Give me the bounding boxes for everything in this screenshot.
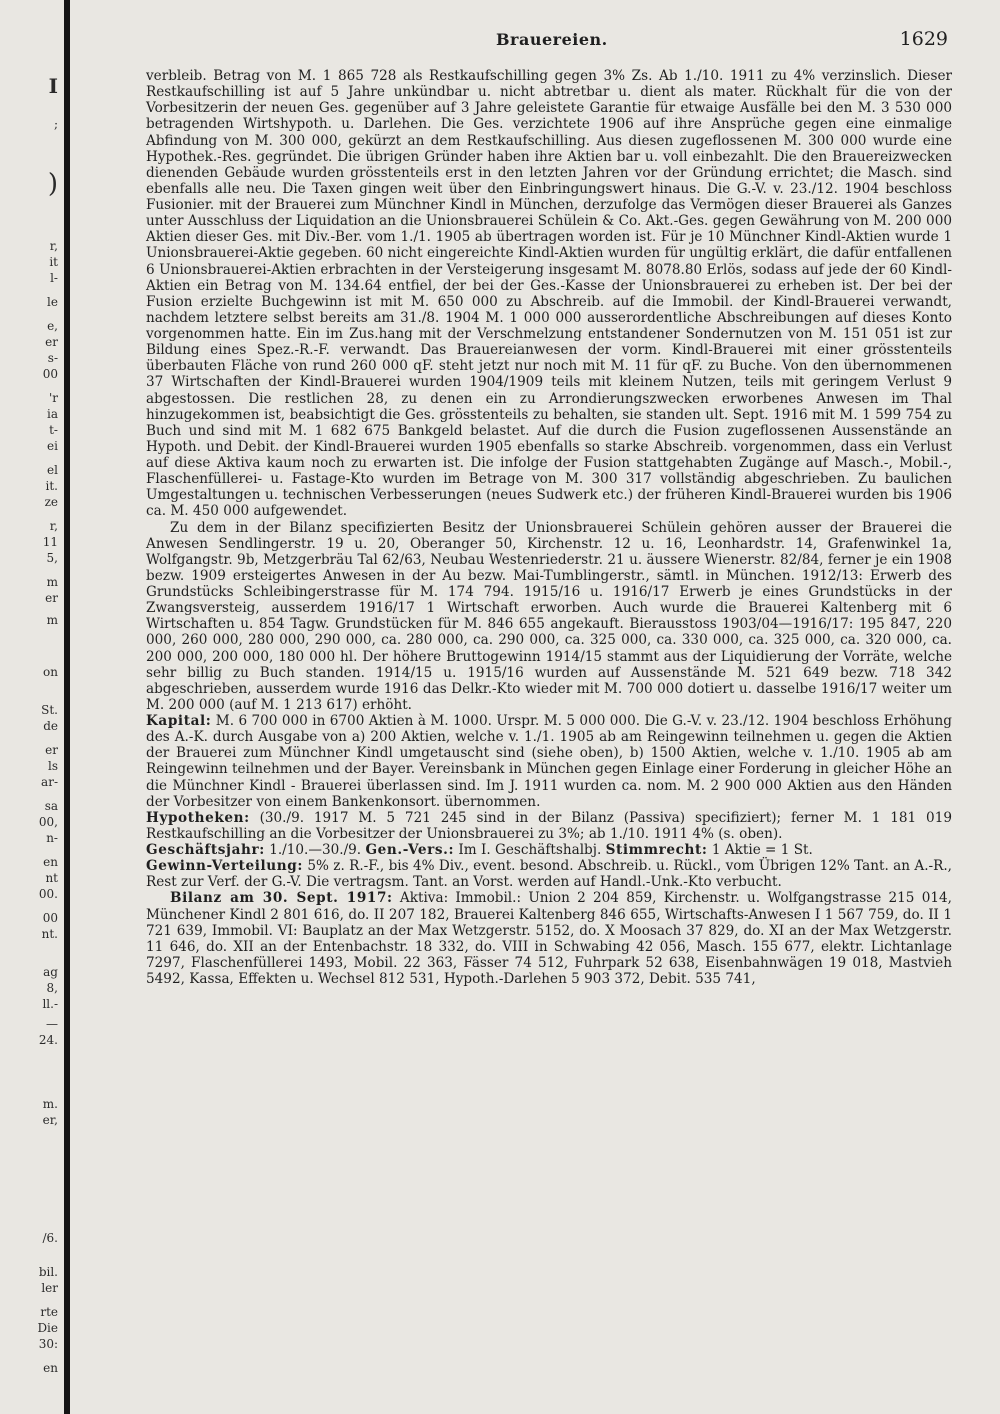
margin-fragment: en (43, 855, 58, 869)
section-text: 1 Aktie = 1 St. (711, 842, 813, 858)
margin-fragment: it (49, 255, 58, 269)
margin-fragment: el (47, 463, 58, 477)
section-mortgages (146, 810, 952, 842)
running-title: Brauereien. (496, 30, 608, 49)
margin-fragment: St. (41, 703, 58, 717)
margin-fragment: m (46, 613, 58, 627)
margin-fragment: er (45, 743, 58, 757)
margin-fragment: r, (49, 239, 58, 253)
margin-fragment: ag (43, 965, 58, 979)
section-text: 1./10.—30./9. (269, 842, 362, 858)
margin-fragment: 30: (38, 1337, 58, 1351)
margin-fragment: 5, (46, 551, 58, 565)
page-header (146, 28, 952, 68)
margin-fragment: 'r (48, 391, 58, 405)
margin-fragment: ia (47, 407, 58, 421)
margin-fragment: 00, (38, 815, 58, 829)
margin-fragment: er (45, 591, 58, 605)
section-label: Hypotheken: (146, 809, 250, 826)
column-rule (64, 0, 70, 1414)
margin-fragment: er (45, 335, 58, 349)
section-fiscal-year (146, 842, 952, 858)
adjacent-page-margin (0, 0, 62, 1414)
margin-fragment: nt (45, 871, 58, 885)
margin-fragment: 24. (38, 1033, 58, 1047)
section-text: (30./9. 1917 M. 5 721 245 sind in der Bilanz (Passiva) specifiziert); ferner M. 1 181 019 Restkaufschilling an die Vorbesitzer der Unionsbrauerei zu 3%; ab 1./10. 1911 4% (s. oben). (146, 809, 953, 842)
page-number: 1629 (899, 28, 948, 50)
section-balance-sheet (146, 890, 952, 987)
margin-fragment: en (43, 1361, 58, 1375)
margin-fragment: m. (42, 1097, 58, 1111)
section-text: M. 6 700 000 in 6700 Aktien à M. 1000. Urspr. M. 5 000 000. Die G.-V. v. 23./12. 1904 beschloss Erhöhung des A.-K. durch Ausgabe von a) 200 Aktien, welche v. 1./1. 1905 ab am Reingewinn teilnehmen u. gegen die Aktien der Brauerei zum Münchner Kindl umgetauscht sind (siehe oben), b) 1500 Aktien, welche v. 1./10. 1905 ab am Reingewinn teilnehmen und der Bayer. Vereinsbank in München gegen Einlage einer Forderung in gleicher Höhe an die Münchner Kindl - Brauerei überlassen sind. Im J. 1911 wurden ca. nom. M. 2 900 000 Aktien aus den Händen der Vorbesitzer von einem Bankenkonsort. übernommen. (146, 713, 952, 810)
margin-fragment: ler (41, 1281, 58, 1295)
margin-fragment: — (46, 1017, 58, 1031)
margin-fragment: e, (47, 319, 58, 333)
margin-fragment: it. (45, 479, 58, 493)
margin-fragment: t- (49, 423, 58, 437)
section-capital (146, 713, 952, 810)
margin-fragment: ze (44, 495, 58, 509)
margin-fragment: ls (48, 759, 58, 773)
section-label: Geschäftsjahr: (146, 842, 265, 858)
margin-fragment: s- (47, 351, 58, 365)
paragraph: Zu dem in der Bilanz specifizierten Besitz der Unionsbrauerei Schülein gehören ausser der Brauerei die Anwesen Sendlingerstr. 19 u. 20, Oberanger 50, Kirchenstr. 12 u. 16, Leonhardstr. 14, Grafenwinkel 1a, Wolfgangstr. 9b, Metzgerbräu Tal 62/63, Neubau Westenriederstr. 21 u. äussere Wienerstr. 82/84, ferner je ein 1908 bezw. 1909 ersteigertes Anwesen in der Au bezw. Mai-Tumblingerstr., sämtl. in München. 1912/13: Erwerb des Grundstücks Schleibingerstrasse für M. 174 794. 1915/16 u. 1916/17 Erwerb je eines Grundstücks in der Zwangsversteig, ausserdem 1916/17 1 Wirtschaft erworben. Auch wurde die Brauerei Kaltenberg mit 6 Wirtschaften u. 854 Tagw. Grundstücken für M. 846 655 angekauft. Bierausstoss 1903/04—1916/17: 195 847, 220 000, 260 000, 280 000, 290 000, ca. 280 000, ca. 290 000, ca. 325 000, ca. 330 000, ca. 325 000, ca. 320 000, ca. 200 000, 200 000, 180 000 hl. Der höhere Bruttogewinn 1914/15 stammt aus der Liquidierung der Vorräte, welche sehr billig zu Buch standen. 1914/15 u. 1915/16 wurden auf Aussenstände M. 521 649 bezw. 718 342 abgeschrieben, ausserdem wurde 1916 das Delkr.-Kto wieder mit M. 700 000 dotiert u. dasselbe 1916/17 weiter um M. 200 000 (auf M. 1 213 617) erhöht. (146, 519, 952, 713)
section-label: Stimmrecht: (605, 842, 708, 858)
margin-fragment: de (43, 719, 58, 733)
margin-fragment: 8, (46, 981, 58, 995)
section-text: Aktiva: Immobil.: Union 2 204 859, Kirchenstr. u. Wolfgangstrasse 215 014, Münchener Kindl 2 801 616, do. II 207 182, Brauerei Kaltenberg 846 655, Wirtschafts-Anwesen I 1 567 759, do. II 1 721 639, Immobil. VI: Bauplatz an der Max Wetzgerstr. 5152, do. X Moosach 37 829, do. XI an der Max Wetzgerstr. 11 646, do. XII an der Entenbachstr. 18 332, do. VIII in Schwabing 42 056, Masch. 155 677, elektr. Lichtanlage 7297, Flaschenfüllerei 1493, Mobil. 22 363, Fässer 74 512, Fuhrpark 52 638, Eisenbahnwägen 19 018, Mastvieh 5492, Kassa, Effekten u. Wechsel 812 531, Hypoth.-Darlehen 5 903 372, Debit. 535 741, (146, 890, 952, 987)
margin-fragment: le (47, 295, 58, 309)
margin-fragment: m (46, 575, 58, 589)
body-text (146, 68, 952, 987)
margin-fragment: bil. (38, 1265, 58, 1279)
margin-fragment: on (43, 665, 58, 679)
margin-fragment: er, (42, 1113, 58, 1127)
paragraph: verbleib. Betrag von M. 1 865 728 als Restkaufschilling gegen 3% Zs. Ab 1./10. 1911 zu 4% verzinslich. Dieser Restkaufschilling ist auf 5 Jahre unkündbar u. nicht abtretbar u. dient als mater. Rückhalt für die von der Vorbesitzerin der neuen Ges. gegenüber auf 3 Jahre geleistete Garantie für etwaige Ausfälle bei den M. 3 530 000 betragenden Wirtshypoth. u. Darlehen. Die Ges. verzichtete 1906 auf ihre Ansprüche gegen eine einmalige Abfindung von M. 300 000, gekürzt an dem Restkaufschilling. Aus diesen zugeflossenen M. 300 000 wurde eine Hypothek.-Res. gegründet. Die übrigen Gründer haben ihre Aktien bar u. voll einbezahlt. Die den Brauereizwecken dienenden Gebäude wurden grösstenteils erst in den letzten Jahren vor der Gründung errichtet; die Masch. sind ebenfalls alle neu. Die Taxen gingen weit über den Einbringungswert hinaus. Die G.-V. v. 23./12. 1904 beschloss Fusionier. mit der Brauerei zum Münchner Kindl in München, derzufolge das Vermögen dieser Brauerei als Ganzes unter Ausschluss der Liquidation an die Unionsbrauerei Schülein & Co. Akt.-Ges. gegen Gewährung von M. 200 000 Aktien dieser Ges. mit Div.-Ber. vom 1./1. 1905 ab übertragen worden ist. Für je 10 Münchner Kindl-Aktien wurde 1 Unionsbrauerei-Aktie gegeben. 60 nicht eingereichte Kindl-Aktien wurden für ungültig erklärt, die dafür entfallenen 6 Unionsbrauerei-Aktien erbrachten in der Versteigerung insgesamt M. 8078.80 Erlös, sodass auf jede der 60 Kindl-Aktien ein Betrag von M. 134.64 entfiel, der bei der Ges.-Kasse der Unionsbrauerei zu erheben ist. Der bei der Fusion erzielte Buchgewinn ist mit M. 650 000 zu Abschreib. auf die Immobil. der Kindl-Brauerei verwandt, nachdem letztere selbst bereits am 31./8. 1904 M. 1 000 000 ausserordentliche Abschreibungen auf dieses Konto vorgenommen hatte. Ein im Zus.hang mit der Verschmelzung entstandener Sondernutzen von M. 151 051 ist zur Bildung eines Spez.-R.-F. verwandt. Das Brauereianwesen der vorm. Kindl-Brauerei mit einer grösstenteils überbauten Fläche von rund 260 000 qF. steht jetzt nur noch mit M. 11 für qF. zu Buche. Von den übernommenen 37 Wirtschaften der Kindl-Brauerei wurden 1904/1909 teils mit kleinem Nutzen, teils mit geringem Verlust 9 abgestossen. Die restlichen 28, zu denen ein zu Arrondierungszwecken erworbenes Anwesen im Thal hinzugekommen ist, beabsichtigt die Ges. grösstenteils zu behalten, sie standen ult. Sept. 1916 mit M. 1 599 754 zu Buch und sind mit M. 1 682 675 Bankgeld belastet. Auf die durch die Fusion zugeflossenen Aussenstände an Hypoth. und Debit. der Kindl-Brauerei wurden 1905 ebenfalls so starke Abschreib. vorgenommen, dass ein Verlust auf diese Aktiva kaum noch zu erwarten ist. Die infolge der Fusion stattgehabten Zugänge auf Masch.-, Mobil.-, Flaschenfüllerei- u. Fastage-Kto wurden im Betrage von M. 300 317 vollständig abgeschrieben. Zu baulichen Umgestaltungen u. technischen Verbesserungen (neues Sudwerk etc.) der früheren Kindl-Brauerei wurden bis 1906 ca. M. 450 000 aufgewendet. (146, 68, 952, 520)
margin-fragment: rte (40, 1305, 58, 1319)
margin-fragment: ll.- (42, 997, 58, 1011)
margin-fragment: ; (53, 117, 58, 131)
margin-fragment: ar- (41, 775, 58, 789)
section-text: 5% z. R.-F., bis 4% Div., event. besond. Abschreib. u. Rückl., vom Übrigen 12% Tant. an A.-R., Rest zur Verf. der G.-V. Die vertragsm. Tant. an Vorst. werden auf Handl.-Unk.-Kto verbucht. (146, 858, 952, 891)
margin-fragment: ) (47, 169, 58, 199)
margin-fragment: n- (46, 831, 58, 845)
margin-fragment: I (48, 74, 58, 98)
margin-fragment: r, (49, 519, 58, 533)
margin-fragment: nt. (41, 927, 58, 941)
margin-fragment: Die (37, 1321, 58, 1335)
margin-fragment: 00 (42, 911, 58, 925)
section-label: Gewinn-Verteilung: (146, 858, 303, 875)
margin-fragment: 11 (42, 535, 58, 549)
margin-fragment: 00 (42, 367, 58, 381)
section-label: Kapital: (146, 713, 212, 729)
section-label: Bilanz am 30. Sept. 1917: (170, 890, 393, 907)
section-text: Im I. Geschäftshalbj. (458, 842, 602, 858)
margin-fragment: 00. (38, 887, 58, 901)
margin-fragment: sa (44, 799, 58, 813)
section-label: Gen.-Vers.: (365, 842, 455, 858)
margin-fragment: l- (50, 271, 58, 285)
section-profit-distribution (146, 858, 952, 890)
margin-fragment: /6. (42, 1231, 58, 1245)
main-column (146, 28, 952, 987)
margin-fragment: ei (47, 439, 58, 453)
